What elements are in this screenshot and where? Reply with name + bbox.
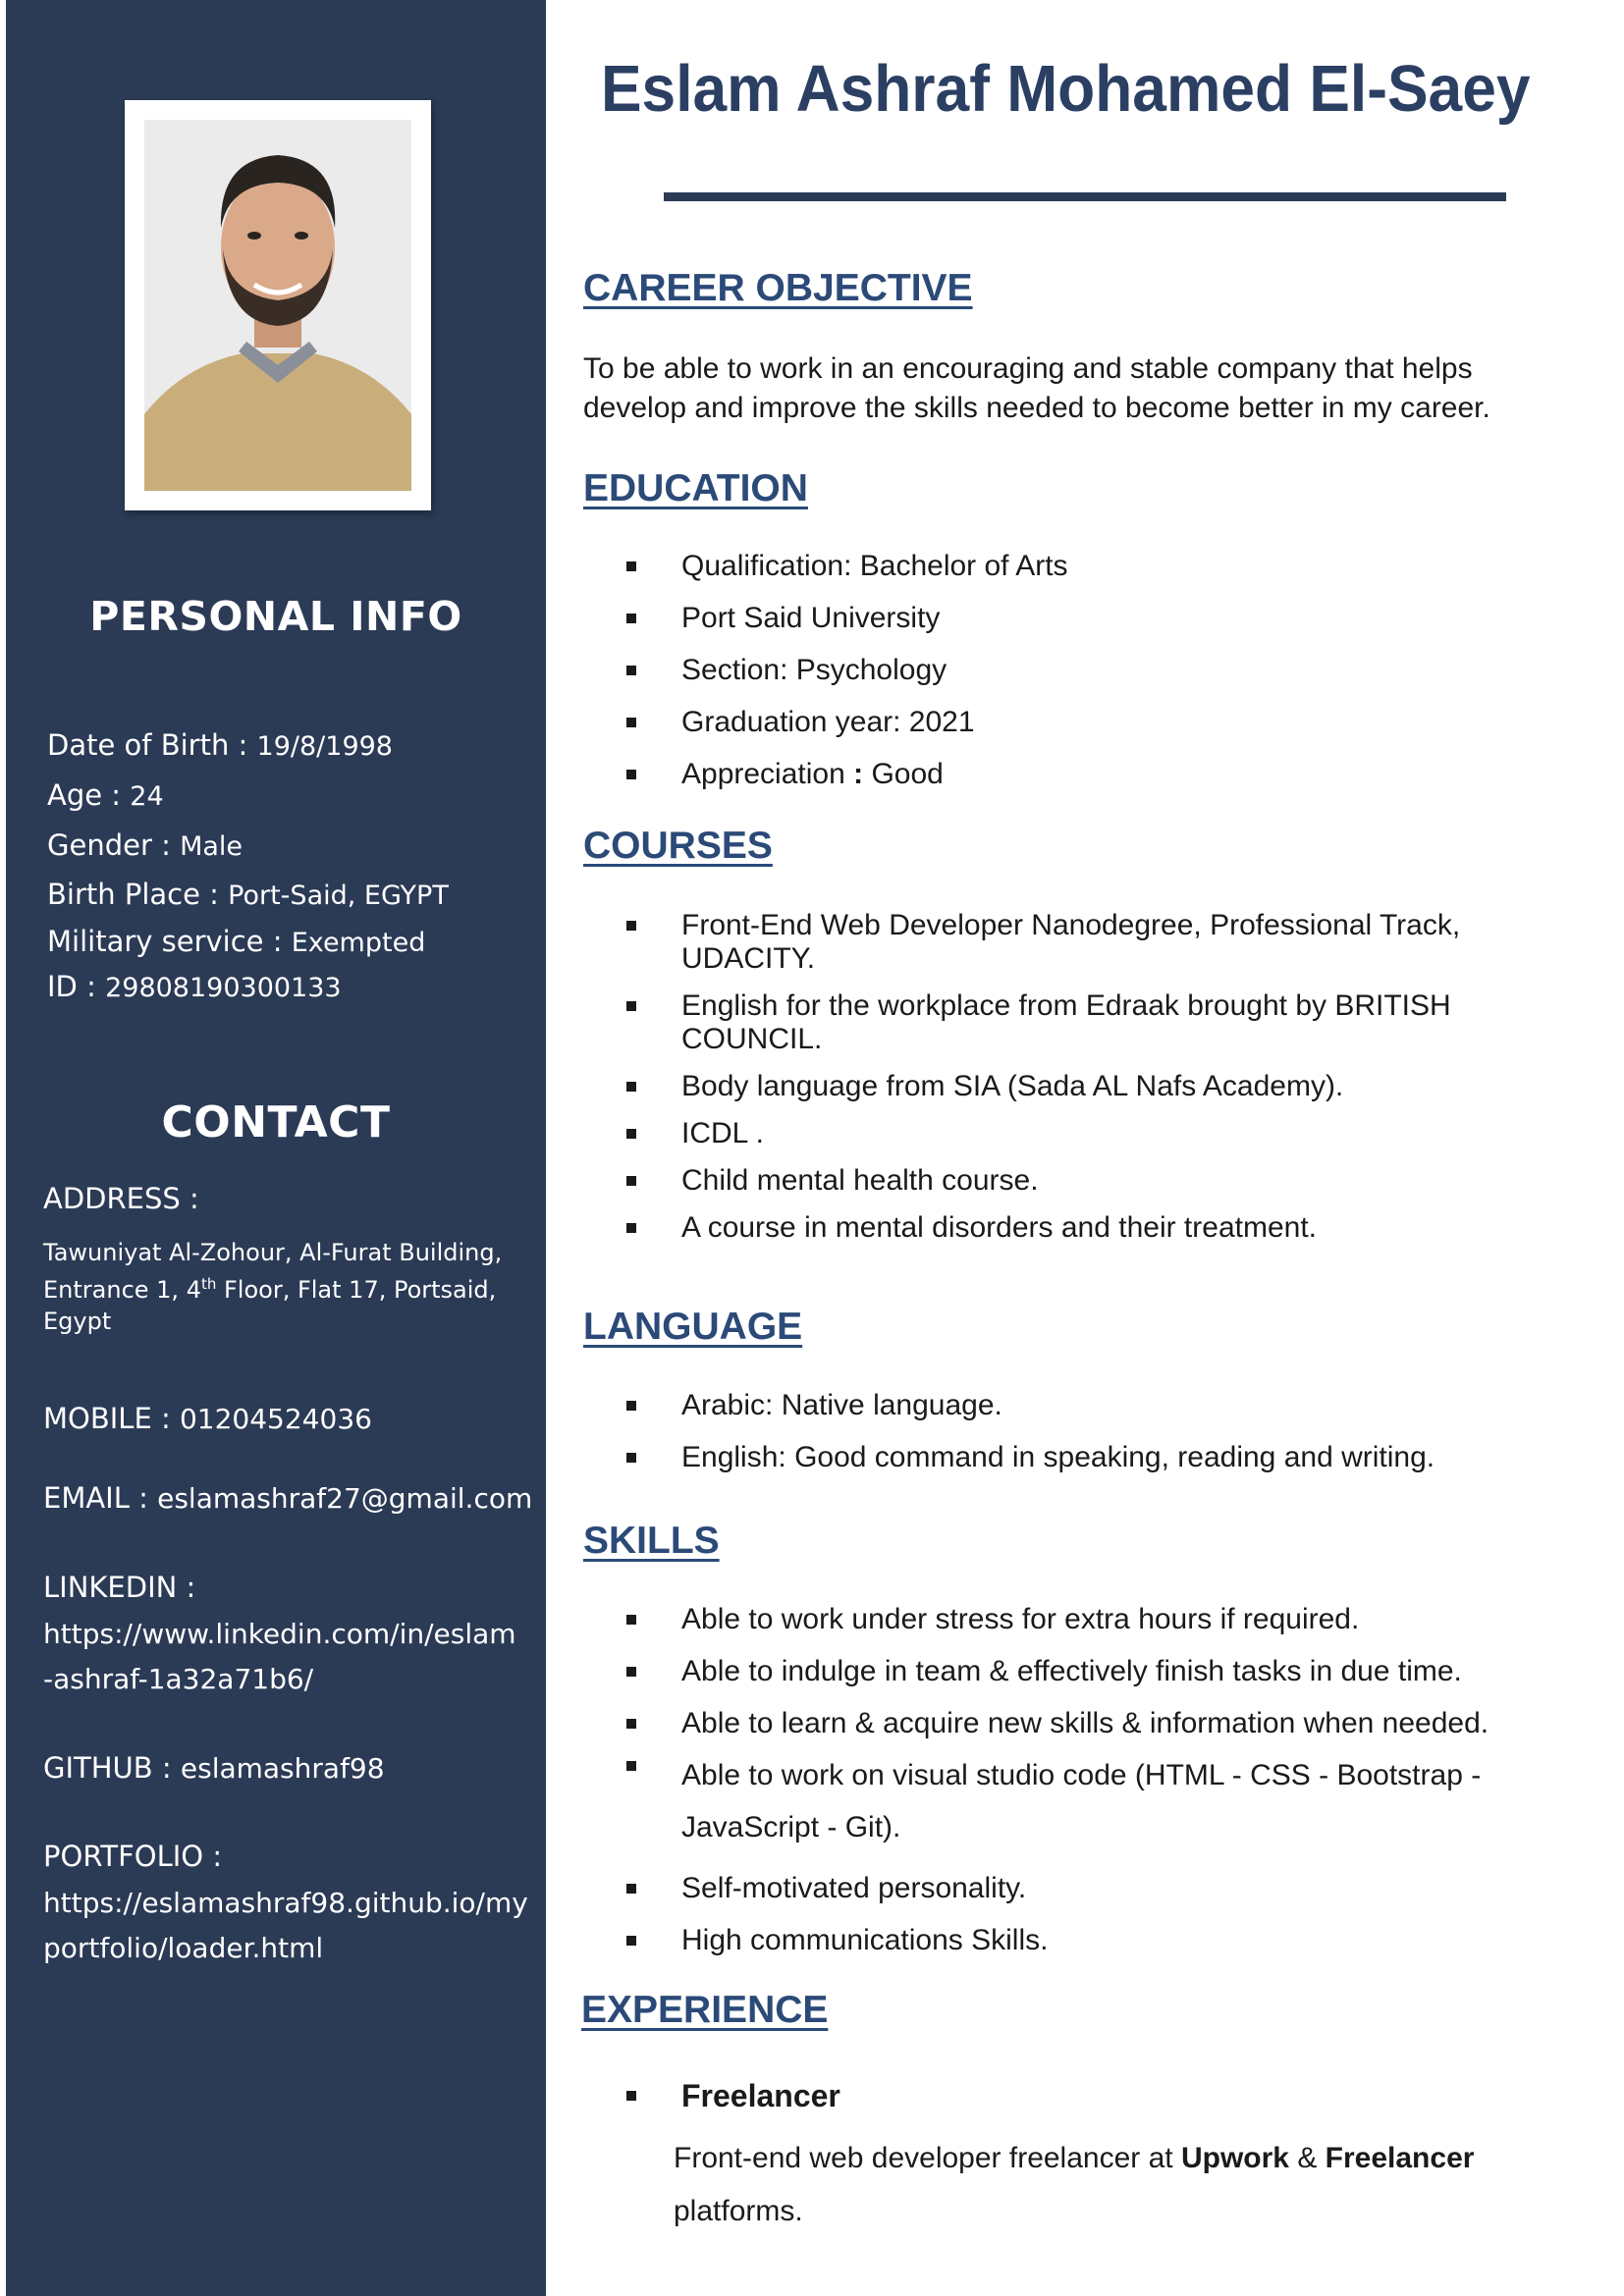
age-label: Age : (47, 778, 131, 812)
experience-description (674, 2132, 1557, 2238)
list-item: Graduation year: 2021 (626, 706, 1530, 739)
email-row (43, 1481, 532, 1515)
experience-desc-platforms: platforms. (674, 2195, 803, 2227)
education-heading: EDUCATION (583, 467, 808, 509)
portfolio-link-2[interactable]: portfolio/loader.html (43, 1932, 324, 1964)
experience-desc-a: Front-end web developer freelancer at (674, 2142, 1181, 2174)
main-content (546, 0, 1624, 2296)
career-objective-heading: CAREER OBJECTIVE (583, 267, 973, 309)
list-item (626, 2079, 1530, 2114)
birthplace-label: Birth Place : (47, 878, 229, 911)
list-item (626, 758, 1530, 791)
experience-list (626, 2079, 1530, 2114)
military-value: Exempted (291, 928, 426, 958)
gender-label: Gender : (47, 828, 181, 862)
courses-heading: COURSES (583, 825, 773, 867)
list-item: ICDL . (626, 1117, 1530, 1150)
linkedin-link-2[interactable]: -ashraf-1a32a71b6/ (43, 1663, 314, 1695)
gender-row (47, 828, 243, 862)
list-item: English for the workplace from Edraak brought by BRITISH COUNCIL. (626, 989, 1530, 1056)
address-line-2-a: Entrance 1, 4 (43, 1276, 201, 1304)
linkedin-label: LINKEDIN : (43, 1571, 196, 1604)
age-value: 24 (130, 781, 164, 812)
full-name: Eslam Ashraf Mohamed El-Saey (601, 52, 1531, 126)
list-item: Section: Psychology (626, 654, 1530, 687)
language-heading: LANGUAGE (583, 1306, 803, 1348)
skills-list (626, 1603, 1530, 1957)
mobile-label: MOBILE : (43, 1402, 180, 1435)
list-item: Qualification: Bachelor of Arts (626, 550, 1530, 583)
military-label: Military service : (47, 925, 292, 958)
name-divider (664, 192, 1506, 201)
id-label: ID : (47, 970, 106, 1003)
id-row (47, 970, 342, 1003)
email-value[interactable]: eslamashraf27@gmail.com (157, 1482, 533, 1515)
linkedin-link-1[interactable]: https://www.linkedin.com/in/eslam (43, 1618, 516, 1650)
age-row (47, 778, 164, 812)
experience-desc-amp: & (1288, 2142, 1326, 2174)
list-item: A course in mental disorders and their treatment. (626, 1211, 1530, 1245)
profile-photo (144, 120, 411, 491)
list-item: Able to work under stress for extra hours if required. (626, 1603, 1530, 1636)
experience-desc-upwork: Upwork (1180, 2142, 1289, 2174)
contact-heading: CONTACT (161, 1097, 391, 1148)
birthplace-row (47, 878, 449, 911)
appreciation-value: Good (863, 758, 944, 790)
address-line-2 (43, 1268, 514, 1306)
experience-desc-freelancer: Freelancer (1325, 2142, 1475, 2174)
birthplace-value: Port-Said, EGYPT (228, 881, 449, 911)
career-objective-line-2: develop and improve the skills needed to become better in my career. (583, 392, 1490, 424)
mobile-row (43, 1402, 372, 1435)
list-item: Front-End Web Developer Nanodegree, Professional Track, UDACITY. (626, 909, 1530, 976)
dob-row (47, 728, 393, 762)
list-item: Body language from SIA (Sada AL Nafs Academy). (626, 1070, 1530, 1103)
list-item: Child mental health course. (626, 1164, 1530, 1198)
portfolio-link-1[interactable]: https://eslamashraf98.github.io/my (43, 1887, 528, 1919)
gender-value: Male (180, 831, 244, 862)
github-row (43, 1751, 385, 1785)
personal-info-heading: PERSONAL INFO (89, 593, 462, 640)
list-item: Self-motivated personality. (626, 1872, 1530, 1905)
courses-list (626, 909, 1530, 1245)
address-line-2-sup: th (200, 1275, 217, 1293)
list-item: High communications Skills. (626, 1924, 1530, 1957)
id-value: 29808190300133 (105, 973, 342, 1003)
experience-role: Freelancer (681, 2078, 840, 2113)
career-objective-line-1: To be able to work in an encouraging and stable company that helps (583, 352, 1473, 385)
career-objective-text (583, 349, 1575, 428)
dob-label: Date of Birth : (47, 728, 257, 762)
military-row (47, 925, 425, 958)
address-text (43, 1237, 514, 1337)
list-item: Able to indulge in team & effectively finish tasks in due time. (626, 1655, 1530, 1688)
github-value[interactable]: eslamashraf98 (180, 1752, 385, 1785)
appreciation-colon: : (853, 758, 864, 790)
address-line-3: Egypt (43, 1308, 112, 1335)
address-line-2-b: Floor, Flat 17, Portsaid, (216, 1276, 497, 1304)
list-item: Port Said University (626, 602, 1530, 635)
mobile-value[interactable]: 01204524036 (179, 1403, 372, 1435)
experience-heading: EXPERIENCE (581, 1989, 829, 2031)
list-item: English: Good command in speaking, reading and writing. (626, 1441, 1530, 1474)
education-list (626, 550, 1530, 791)
language-list (626, 1389, 1530, 1474)
email-label: EMAIL : (43, 1481, 158, 1515)
list-item: Arabic: Native language. (626, 1389, 1530, 1422)
address-label: ADDRESS : (43, 1182, 199, 1215)
skills-heading: SKILLS (583, 1520, 720, 1562)
appreciation-label: Appreciation (681, 758, 854, 790)
github-label: GITHUB : (43, 1751, 181, 1785)
profile-photo-frame (125, 100, 431, 510)
list-item: Able to learn & acquire new skills & information when needed. (626, 1707, 1530, 1740)
list-item: Able to work on visual studio code (HTML - CSS - Bootstrap - JavaScript - Git). (626, 1749, 1530, 1853)
address-line-1: Tawuniyat Al-Zohour, Al-Furat Building, (43, 1239, 503, 1266)
portfolio-label: PORTFOLIO : (43, 1840, 223, 1873)
dob-value: 19/8/1998 (256, 731, 393, 762)
sidebar (6, 0, 546, 2296)
